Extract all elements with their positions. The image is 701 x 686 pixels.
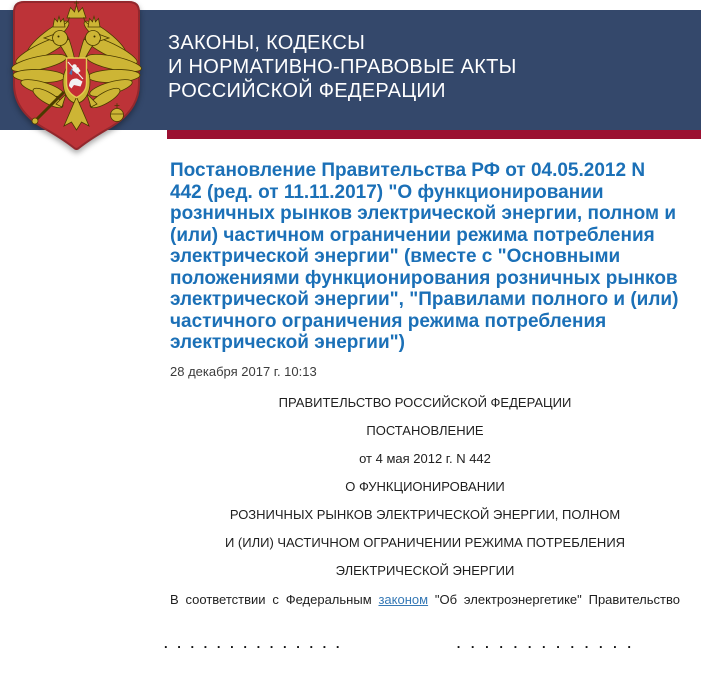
paragraph-text-after: "Об электроэнергетике" Правительство	[428, 591, 680, 607]
site-title	[168, 31, 517, 103]
publish-datetime: 28 декабря 2017 г. 10:13	[170, 363, 317, 379]
russia-coat-of-arms-logo[interactable]	[8, 0, 145, 150]
paragraph-text-before: В соответствии с Федеральным	[170, 591, 379, 607]
header-accent-stripe	[167, 130, 701, 139]
doc-heading-subject-3: И (ИЛИ) ЧАСТИЧНОМ ОГРАНИЧЕНИИ РЕЖИМА ПОТРЕБЛЕНИЯ	[224, 534, 626, 550]
law-link[interactable]: законом	[378, 591, 429, 607]
doc-heading-decree: ПОСТАНОВЛЕНИЕ	[366, 422, 484, 438]
doc-heading-subject-2: РОЗНИЧНЫХ РЫНКОВ ЭЛЕКТРИЧЕСКОЙ ЭНЕРГИИ, ПОЛНОМ	[229, 506, 621, 522]
ellipsis-left: . . . . . . . . . . . . . .	[164, 635, 341, 651]
doc-heading-government: ПРАВИТЕЛЬСТВО РОССИЙСКОЙ ФЕДЕРАЦИИ	[278, 394, 572, 410]
doc-heading-subject-4: ЭЛЕКТРИЧЕСКОЙ ЭНЕРГИИ	[335, 562, 515, 578]
double-headed-eagle-icon	[8, 0, 145, 150]
doc-heading-subject-1: О ФУНКЦИОНИРОВАНИИ	[345, 478, 505, 494]
doc-heading-date-number: от 4 мая 2012 г. N 442	[359, 450, 491, 466]
ellipsis-row	[164, 636, 632, 651]
site-title-line1: ЗАКОНЫ, КОДЕКСЫ	[168, 32, 366, 54]
site-title-line2: И НОРМАТИВНО-ПРАВОВЫЕ АКТЫ	[168, 56, 517, 78]
site-title-line3: РОССИЙСКОЙ ФЕДЕРАЦИИ	[168, 80, 446, 102]
document-title: Постановление Правительства РФ от 04.05.2012 N 442 (ред. от 11.11.2017) "О функционировании розничных рынков электрической энергии, полном и (или) частичном ограничении режима потребления электрической энергии" (вместе с "Основными положениями функционирования розничных рынков электрической энергии", "Правилами полного и (или) частичного ограничения режима потребления электрической энергии")	[170, 160, 679, 353]
doc-body-paragraph	[170, 592, 680, 608]
ellipsis-right: . . . . . . . . . . . . .	[456, 635, 632, 651]
document-view	[164, 152, 680, 651]
